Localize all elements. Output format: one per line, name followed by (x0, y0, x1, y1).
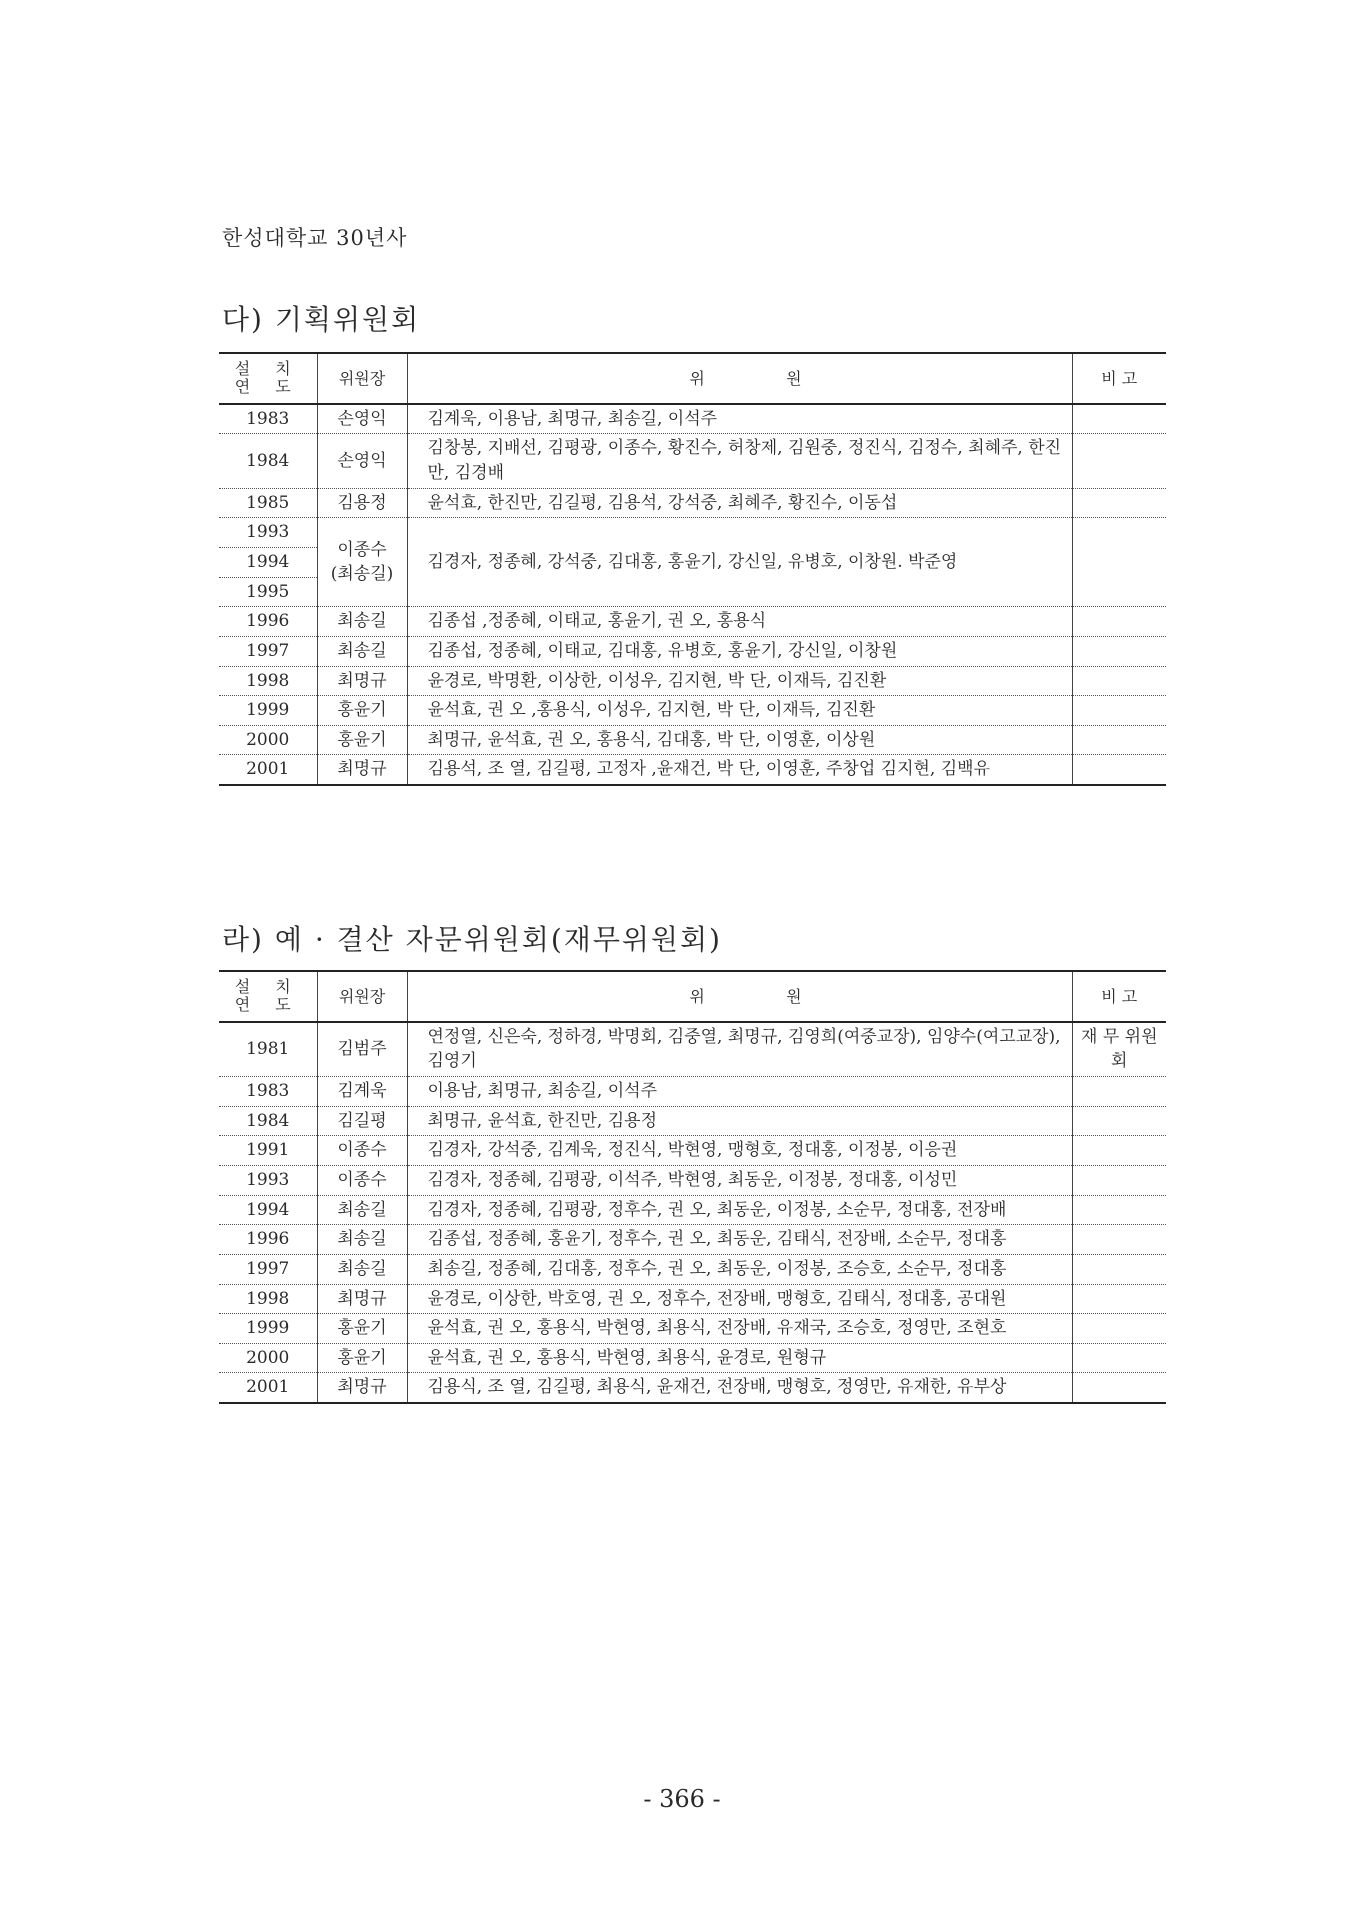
planning-committee-table (219, 352, 1166, 786)
year-cell: 1983 (219, 1077, 317, 1107)
members-cell: 이용남, 최명규, 최송길, 이석주 (407, 1077, 1072, 1107)
column-header-chair: 위원장 (317, 353, 407, 404)
chair-cell: 홍윤기 (317, 1343, 407, 1373)
note-cell (1072, 1343, 1166, 1373)
table-row (219, 404, 1166, 434)
year-cell: 1997 (219, 1254, 317, 1284)
column-header-note: 비 고 (1072, 971, 1166, 1022)
note-cell (1072, 1077, 1166, 1107)
members-cell: 김창봉, 지배선, 김평광, 이종수, 황진수, 허창제, 김원중, 정진식, 김정수, 최혜주, 한진만, 김경배 (407, 434, 1072, 488)
year-cell: 1983 (219, 404, 317, 434)
year-cell: 1991 (219, 1136, 317, 1166)
note-cell: 재 무 위원회 (1072, 1022, 1166, 1077)
column-header-members: 위 원 (407, 971, 1072, 1022)
chair-cell: 최명규 (317, 1373, 407, 1403)
chair-cell: 김범주 (317, 1022, 407, 1077)
chair-cell: 손영익 (317, 434, 407, 488)
table-row (219, 1195, 1166, 1225)
chair-cell: 이종수 (317, 1136, 407, 1166)
year-cell: 1993 (219, 518, 317, 548)
running-header: 한성대학교 30년사 (222, 226, 408, 250)
table-row (219, 1284, 1166, 1314)
table-row (219, 434, 1166, 488)
year-cell: 1998 (219, 666, 317, 696)
chair-cell: 이종수 (317, 1165, 407, 1195)
note-cell (1072, 488, 1166, 518)
chair-cell: 최명규 (317, 755, 407, 785)
chair-cell: 최송길 (317, 607, 407, 637)
members-cell: 최명규, 윤석효, 한진만, 김용정 (407, 1106, 1072, 1136)
year-cell: 1995 (219, 577, 317, 607)
year-cell: 1984 (219, 1106, 317, 1136)
year-cell: 2000 (219, 725, 317, 755)
members-cell: 윤경로, 이상한, 박호영, 권 오, 정후수, 전장배, 맹형호, 김태식, 정대홍, 공대원 (407, 1284, 1072, 1314)
members-cell: 김종섭, 정종혜, 홍윤기, 정후수, 권 오, 최동운, 김태식, 전장배, 소순무, 정대홍 (407, 1225, 1072, 1255)
note-cell (1072, 1225, 1166, 1255)
members-cell: 윤석효, 권 오, 홍용식, 박현영, 최용식, 윤경로, 원형규 (407, 1343, 1072, 1373)
note-cell (1072, 1195, 1166, 1225)
note-cell (1072, 1373, 1166, 1403)
chair-cell: 최송길 (317, 1225, 407, 1255)
column-header-chair: 위원장 (317, 971, 407, 1022)
year-cell: 1997 (219, 636, 317, 666)
members-cell: 김경자, 정종혜, 강석중, 김대홍, 홍윤기, 강신일, 유병호, 이창원. 박준영 (407, 518, 1072, 607)
year-cell: 1996 (219, 607, 317, 637)
year-cell: 2001 (219, 1373, 317, 1403)
chair-cell: 홍윤기 (317, 1314, 407, 1344)
table-row (219, 518, 1166, 548)
table-row (219, 696, 1166, 726)
column-header-note: 비 고 (1072, 353, 1166, 404)
section-title-budget-advisory-committee: 라) 예 · 결산 자문위원회(재무위원회) (222, 923, 722, 956)
note-cell (1072, 434, 1166, 488)
table-row (219, 1106, 1166, 1136)
table-row (219, 1225, 1166, 1255)
members-cell: 윤석효, 권 오 ,홍용식, 이성우, 김지현, 박 단, 이재득, 김진환 (407, 696, 1072, 726)
chair-cell: 김계욱 (317, 1077, 407, 1107)
year-cell: 1999 (219, 1314, 317, 1344)
members-cell: 김경자, 강석중, 김계욱, 정진식, 박현영, 맹형호, 정대홍, 이정봉, 이응권 (407, 1136, 1072, 1166)
column-header-year: 설 치 연 도 (219, 971, 317, 1022)
table-header-row (219, 353, 1166, 404)
table-row (219, 1314, 1166, 1344)
members-cell: 윤경로, 박명환, 이상한, 이성우, 김지현, 박 단, 이재득, 김진환 (407, 666, 1072, 696)
members-cell: 최송길, 정종혜, 김대홍, 정후수, 권 오, 최동운, 이정봉, 조승호, 소순무, 정대홍 (407, 1254, 1072, 1284)
note-cell (1072, 1284, 1166, 1314)
table-row (219, 1373, 1166, 1403)
year-cell: 1985 (219, 488, 317, 518)
table-row (219, 725, 1166, 755)
chair-cell: 최명규 (317, 666, 407, 696)
table-row (219, 1165, 1166, 1195)
table-row (219, 1343, 1166, 1373)
page-number: - 366 - (643, 1785, 721, 1813)
chair-cell: 최송길 (317, 636, 407, 666)
table-row (219, 1254, 1166, 1284)
note-cell (1072, 1136, 1166, 1166)
year-cell: 1984 (219, 434, 317, 488)
table-row (219, 607, 1166, 637)
table-row (219, 755, 1166, 785)
table-row (219, 1022, 1166, 1077)
note-cell (1072, 1106, 1166, 1136)
chair-cell: 최송길 (317, 1254, 407, 1284)
members-cell: 김종섭 ,정종혜, 이태교, 홍윤기, 권 오, 홍용식 (407, 607, 1072, 637)
table-header-row (219, 971, 1166, 1022)
year-cell: 1999 (219, 696, 317, 726)
column-header-year: 설 치 연 도 (219, 353, 317, 404)
note-cell (1072, 1314, 1166, 1344)
members-cell: 최명규, 윤석효, 권 오, 홍용식, 김대홍, 박 단, 이영훈, 이상원 (407, 725, 1072, 755)
column-header-members: 위 원 (407, 353, 1072, 404)
year-cell: 1981 (219, 1022, 317, 1077)
chair-cell: 최명규 (317, 1284, 407, 1314)
note-cell (1072, 1254, 1166, 1284)
members-cell: 김경자, 정종혜, 김평광, 이석주, 박현영, 최동운, 이정봉, 정대홍, 이성민 (407, 1165, 1072, 1195)
table-row (219, 1077, 1166, 1107)
chair-cell: 김길평 (317, 1106, 407, 1136)
note-cell (1072, 404, 1166, 434)
note-cell (1072, 755, 1166, 785)
table-row (219, 636, 1166, 666)
chair-cell: 손영익 (317, 404, 407, 434)
members-cell: 윤석효, 권 오, 홍용식, 박현영, 최용식, 전장배, 유재국, 조승호, 정영만, 조현호 (407, 1314, 1072, 1344)
budget-advisory-committee-table (219, 970, 1166, 1404)
members-cell: 김경자, 정종혜, 김평광, 정후수, 권 오, 최동운, 이정봉, 소순무, 정대홍, 전장배 (407, 1195, 1072, 1225)
year-cell: 2001 (219, 755, 317, 785)
members-cell: 윤석효, 한진만, 김길평, 김용석, 강석중, 최혜주, 황진수, 이동섭 (407, 488, 1072, 518)
members-cell: 김계욱, 이용남, 최명규, 최송길, 이석주 (407, 404, 1072, 434)
chair-cell: 홍윤기 (317, 725, 407, 755)
note-cell (1072, 607, 1166, 637)
table-row (219, 488, 1166, 518)
year-cell: 1994 (219, 547, 317, 577)
note-cell (1072, 518, 1166, 607)
note-cell (1072, 636, 1166, 666)
chair-cell: 이종수 (최송길) (317, 518, 407, 607)
members-cell: 김용식, 조 열, 김길평, 최용식, 윤재건, 전장배, 맹형호, 정영만, 유재한, 유부상 (407, 1373, 1072, 1403)
members-cell: 김용석, 조 열, 김길평, 고정자 ,윤재건, 박 단, 이영훈, 주창업 김지현, 김백유 (407, 755, 1072, 785)
chair-cell: 최송길 (317, 1195, 407, 1225)
table-row (219, 666, 1166, 696)
table-row (219, 1136, 1166, 1166)
note-cell (1072, 1165, 1166, 1195)
year-cell: 1994 (219, 1195, 317, 1225)
note-cell (1072, 696, 1166, 726)
section-title-planning-committee: 다) 기획위원회 (222, 303, 421, 336)
members-cell: 김종섭, 정종혜, 이태교, 김대홍, 유병호, 홍윤기, 강신일, 이창원 (407, 636, 1072, 666)
chair-cell: 김용정 (317, 488, 407, 518)
year-cell: 1996 (219, 1225, 317, 1255)
note-cell (1072, 666, 1166, 696)
chair-cell: 홍윤기 (317, 696, 407, 726)
note-cell (1072, 725, 1166, 755)
year-cell: 1993 (219, 1165, 317, 1195)
year-cell: 1998 (219, 1284, 317, 1314)
year-cell: 2000 (219, 1343, 317, 1373)
members-cell: 연정열, 신은숙, 정하경, 박명회, 김중열, 최명규, 김영희(여중교장), 임양수(여고교장), 김영기 (407, 1022, 1072, 1077)
